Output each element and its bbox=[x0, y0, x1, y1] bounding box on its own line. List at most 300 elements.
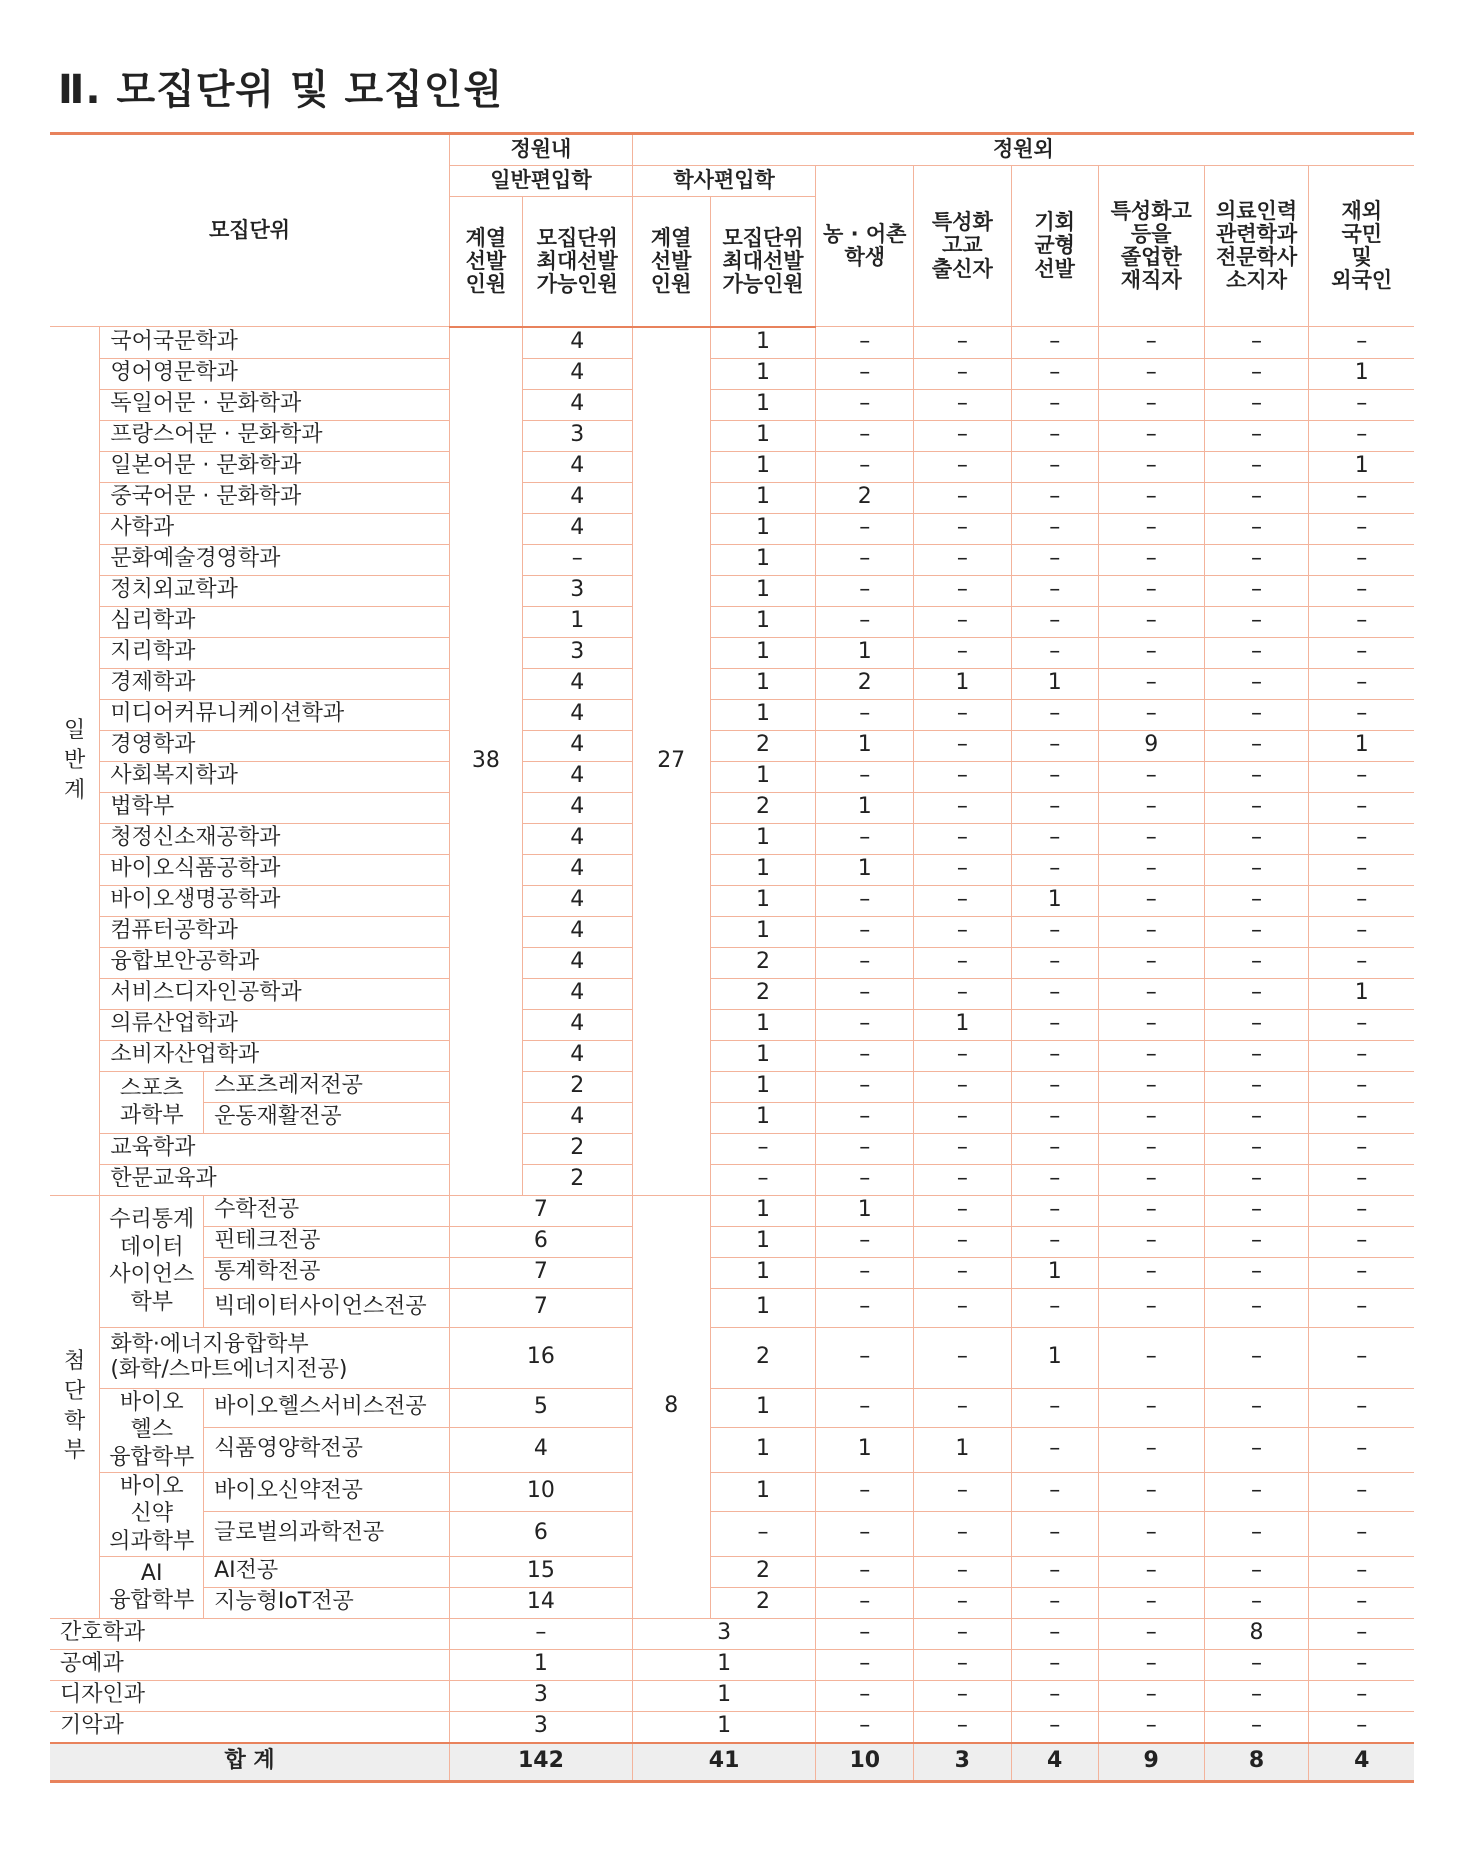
category-cell: – bbox=[914, 358, 1012, 389]
general-quota-cell: 5 bbox=[450, 1388, 633, 1427]
table-row bbox=[50, 606, 1414, 637]
category-cell: – bbox=[1204, 451, 1309, 482]
category-cell: – bbox=[1204, 978, 1309, 1009]
category-cell: – bbox=[1204, 327, 1309, 359]
table-row bbox=[50, 1288, 1414, 1327]
category-cell: – bbox=[1098, 1680, 1204, 1711]
table-row bbox=[50, 1587, 1414, 1618]
total-general: 142 bbox=[450, 1743, 633, 1782]
category-cell: 4 bbox=[1309, 1743, 1414, 1782]
category-cell: – bbox=[1098, 699, 1204, 730]
category-cell: – bbox=[1098, 327, 1204, 359]
category-cell: – bbox=[816, 1649, 914, 1680]
header-bachelor-transfer: 학사편입학 bbox=[632, 166, 816, 197]
department-name: 서비스디자인공학과 bbox=[100, 978, 450, 1009]
category-cell: – bbox=[1011, 1427, 1098, 1472]
category-cell: 1 bbox=[1309, 978, 1414, 1009]
major-name: 운동재활전공 bbox=[204, 1102, 450, 1133]
category-cell: 9 bbox=[1098, 730, 1204, 761]
category-cell: – bbox=[1309, 1680, 1414, 1711]
table-row bbox=[50, 1649, 1414, 1680]
bachelor-max-cell: 2 bbox=[710, 1327, 816, 1388]
category-cell: – bbox=[1204, 1427, 1309, 1472]
bachelor-max-cell: 1 bbox=[710, 854, 816, 885]
bachelor-max-cell: 1 bbox=[710, 575, 816, 606]
general-max-cell: 4 bbox=[522, 513, 632, 544]
category-cell: 1 bbox=[1011, 1327, 1098, 1388]
category-cell: – bbox=[1098, 358, 1204, 389]
category-cell: – bbox=[816, 1009, 914, 1040]
category-cell: – bbox=[1204, 1680, 1309, 1711]
category-cell: – bbox=[1309, 668, 1414, 699]
category-cell: – bbox=[914, 1618, 1012, 1649]
category-cell: – bbox=[1204, 1388, 1309, 1427]
category-cell: 1 bbox=[1309, 730, 1414, 761]
category-cell: 2 bbox=[816, 482, 914, 513]
category-cell: – bbox=[1204, 1472, 1309, 1511]
category-cell: – bbox=[1309, 1388, 1414, 1427]
general-max-cell: 4 bbox=[522, 916, 632, 947]
category-cell: – bbox=[1011, 1071, 1098, 1102]
category-cell: – bbox=[1309, 575, 1414, 606]
category-cell: – bbox=[1098, 947, 1204, 978]
header-outer: 정원외 bbox=[632, 134, 1414, 166]
category-cell: 1 bbox=[816, 1195, 914, 1226]
category-cell: – bbox=[1204, 513, 1309, 544]
general-quota-cell: 7 bbox=[450, 1257, 633, 1288]
category-cell: – bbox=[1098, 1071, 1204, 1102]
department-name: 문화예술경영학과 bbox=[100, 544, 450, 575]
general-quota-cell: 15 bbox=[450, 1556, 633, 1587]
group-name: AI 융합학부 bbox=[100, 1556, 204, 1618]
total-bachelor: 41 bbox=[632, 1743, 816, 1782]
bachelor-max-cell: 1 bbox=[710, 885, 816, 916]
table-row bbox=[50, 1427, 1414, 1472]
category-cell: – bbox=[1098, 544, 1204, 575]
category-cell: – bbox=[1204, 730, 1309, 761]
header-general-transfer: 일반편입학 bbox=[450, 166, 633, 197]
department-name: 법학부 bbox=[100, 792, 450, 823]
category-cell: – bbox=[1309, 854, 1414, 885]
category-cell: – bbox=[914, 451, 1012, 482]
table-row bbox=[50, 1071, 1414, 1102]
category-cell: – bbox=[1309, 1472, 1414, 1511]
major-name: 빅데이터사이언스전공 bbox=[204, 1288, 450, 1327]
page-title: Ⅱ. 모집단위 및 모집인원 bbox=[58, 67, 504, 113]
table-row bbox=[50, 1511, 1414, 1556]
category-cell: – bbox=[1309, 637, 1414, 668]
general-max-cell: 4 bbox=[522, 389, 632, 420]
major-name: 바이오헬스서비스전공 bbox=[204, 1388, 450, 1427]
table-row bbox=[50, 1257, 1414, 1288]
category-cell: – bbox=[1204, 699, 1309, 730]
general-max-cell: 4 bbox=[522, 978, 632, 1009]
major-name: 글로벌의과학전공 bbox=[204, 1511, 450, 1556]
category-cell: – bbox=[1204, 885, 1309, 916]
category-cell: 1 bbox=[1309, 451, 1414, 482]
category-cell: – bbox=[816, 1226, 914, 1257]
bachelor-max-cell: 1 bbox=[710, 823, 816, 854]
department-name: 경영학과 bbox=[100, 730, 450, 761]
header-inner: 정원내 bbox=[450, 134, 633, 166]
category-cell: – bbox=[914, 1711, 1012, 1743]
category-cell: – bbox=[1309, 1009, 1414, 1040]
general-max-cell: 4 bbox=[522, 761, 632, 792]
category-cell: – bbox=[1011, 1133, 1098, 1164]
table-row bbox=[50, 1327, 1414, 1388]
category-cell: – bbox=[1098, 1556, 1204, 1587]
table-row bbox=[50, 1040, 1414, 1071]
department-name: 교육학과 bbox=[100, 1133, 450, 1164]
category-cell: – bbox=[1309, 606, 1414, 637]
category-cell: – bbox=[1011, 1472, 1098, 1511]
bachelor-max-cell: 2 bbox=[710, 947, 816, 978]
category-cell: – bbox=[1309, 947, 1414, 978]
bachelor-max-cell: 1 bbox=[710, 389, 816, 420]
major-name: 핀테크전공 bbox=[204, 1226, 450, 1257]
category-cell: – bbox=[1098, 575, 1204, 606]
category-cell: – bbox=[816, 389, 914, 420]
group-name: 수리통계 데이터 사이언스 학부 bbox=[100, 1195, 204, 1327]
table-row bbox=[50, 1472, 1414, 1511]
category-cell: 8 bbox=[1204, 1618, 1309, 1649]
table-row bbox=[50, 1618, 1414, 1649]
category-cell: – bbox=[1204, 1009, 1309, 1040]
category-cell: – bbox=[1204, 1327, 1309, 1388]
category-cell: – bbox=[1309, 1556, 1414, 1587]
category-cell: – bbox=[914, 730, 1012, 761]
general-series-quota: 38 bbox=[450, 327, 523, 1196]
bachelor-max-cell: 1 bbox=[710, 327, 816, 359]
category-cell: – bbox=[1098, 1040, 1204, 1071]
bachelor-quota-cell: 3 bbox=[632, 1618, 816, 1649]
category-cell: – bbox=[914, 1511, 1012, 1556]
category-cell: – bbox=[1098, 792, 1204, 823]
category-cell: – bbox=[816, 1618, 914, 1649]
category-cell: – bbox=[1011, 544, 1098, 575]
bachelor-max-cell: 1 bbox=[710, 916, 816, 947]
category-cell: – bbox=[1011, 699, 1098, 730]
category-cell: – bbox=[1204, 1071, 1309, 1102]
category-cell: – bbox=[1204, 1133, 1309, 1164]
category-cell: – bbox=[914, 854, 1012, 885]
department-name: 일본어문 · 문화학과 bbox=[100, 451, 450, 482]
bachelor-max-cell: 1 bbox=[710, 420, 816, 451]
category-cell: – bbox=[914, 916, 1012, 947]
major-name: AI전공 bbox=[204, 1556, 450, 1587]
category-cell: – bbox=[1011, 1511, 1098, 1556]
bachelor-max-cell: 2 bbox=[710, 730, 816, 761]
category-cell: – bbox=[816, 544, 914, 575]
category-cell: – bbox=[1204, 854, 1309, 885]
category-cell: – bbox=[1098, 1587, 1204, 1618]
bachelor-max-cell: – bbox=[710, 1511, 816, 1556]
table-row bbox=[50, 699, 1414, 730]
category-cell: – bbox=[1309, 327, 1414, 359]
category-cell: – bbox=[816, 1472, 914, 1511]
category-cell: – bbox=[914, 1587, 1012, 1618]
header-series-quota-bachelor: 계열 선발 인원 bbox=[632, 197, 710, 327]
bachelor-series-quota: 8 bbox=[632, 1195, 710, 1618]
category-cell: – bbox=[1309, 1511, 1414, 1556]
category-cell: – bbox=[816, 1680, 914, 1711]
department-name: 정치외교학과 bbox=[100, 575, 450, 606]
bachelor-max-cell: 1 bbox=[710, 1427, 816, 1472]
category-cell: – bbox=[1309, 1649, 1414, 1680]
bachelor-max-cell: 1 bbox=[710, 451, 816, 482]
department-name: 심리학과 bbox=[100, 606, 450, 637]
category-cell: – bbox=[1309, 1195, 1414, 1226]
category-cell: – bbox=[1011, 575, 1098, 606]
category-cell: – bbox=[1098, 885, 1204, 916]
table-row bbox=[50, 513, 1414, 544]
department-name: 사학과 bbox=[100, 513, 450, 544]
total-label: 합 계 bbox=[50, 1743, 450, 1782]
track-label-general: 일 반 계 bbox=[50, 327, 100, 1196]
bachelor-max-cell: 2 bbox=[710, 792, 816, 823]
category-cell: – bbox=[1011, 513, 1098, 544]
category-cell: – bbox=[1309, 482, 1414, 513]
category-cell: – bbox=[1204, 1195, 1309, 1226]
admission-quota-table bbox=[50, 132, 1414, 1783]
department-name: 한문교육과 bbox=[100, 1164, 450, 1195]
bachelor-series-quota: 27 bbox=[632, 327, 710, 1196]
major-name: 바이오신약전공 bbox=[204, 1472, 450, 1511]
major-name: 식품영양학전공 bbox=[204, 1427, 450, 1472]
category-cell: 1 bbox=[816, 854, 914, 885]
table-row bbox=[50, 792, 1414, 823]
bachelor-max-cell: 1 bbox=[710, 1472, 816, 1511]
table-row bbox=[50, 668, 1414, 699]
category-cell: – bbox=[1204, 1164, 1309, 1195]
department-name: 바이오생명공학과 bbox=[100, 885, 450, 916]
general-max-cell: 3 bbox=[522, 420, 632, 451]
category-cell: – bbox=[914, 327, 1012, 359]
category-cell: – bbox=[1204, 389, 1309, 420]
table-row bbox=[50, 1556, 1414, 1587]
category-cell: 1 bbox=[1011, 668, 1098, 699]
table-row bbox=[50, 1102, 1414, 1133]
category-cell: – bbox=[1011, 482, 1098, 513]
bachelor-max-cell: 1 bbox=[710, 1040, 816, 1071]
table-row bbox=[50, 420, 1414, 451]
category-cell: – bbox=[1204, 668, 1309, 699]
group-sports: 스포츠 과학부 bbox=[100, 1071, 204, 1133]
category-cell: – bbox=[1098, 978, 1204, 1009]
table-row bbox=[50, 451, 1414, 482]
table-row bbox=[50, 1226, 1414, 1257]
category-cell: – bbox=[1098, 451, 1204, 482]
major-name: 지능형IoT전공 bbox=[204, 1587, 450, 1618]
category-cell: – bbox=[1011, 978, 1098, 1009]
category-cell: – bbox=[1309, 1711, 1414, 1743]
bachelor-max-cell: – bbox=[710, 1164, 816, 1195]
general-max-cell: 4 bbox=[522, 358, 632, 389]
category-cell: – bbox=[1204, 1649, 1309, 1680]
department-name: 경제학과 bbox=[100, 668, 450, 699]
category-cell: – bbox=[914, 1102, 1012, 1133]
category-cell: – bbox=[1098, 389, 1204, 420]
category-cell: 10 bbox=[816, 1743, 914, 1782]
category-cell: – bbox=[1011, 730, 1098, 761]
category-cell: – bbox=[1204, 792, 1309, 823]
department-name: 간호학과 bbox=[50, 1618, 450, 1649]
general-max-cell: 2 bbox=[522, 1071, 632, 1102]
bachelor-max-cell: 1 bbox=[710, 668, 816, 699]
bachelor-max-cell: 1 bbox=[710, 637, 816, 668]
category-cell: – bbox=[1011, 451, 1098, 482]
category-cell: – bbox=[914, 1288, 1012, 1327]
department-name: 융합보안공학과 bbox=[100, 947, 450, 978]
category-cell: – bbox=[1011, 420, 1098, 451]
category-cell: – bbox=[816, 1133, 914, 1164]
category-cell: – bbox=[816, 1257, 914, 1288]
category-cell: 1 bbox=[816, 1427, 914, 1472]
category-cell: – bbox=[1098, 1195, 1204, 1226]
category-cell: – bbox=[914, 513, 1012, 544]
category-cell: – bbox=[816, 1327, 914, 1388]
category-cell: – bbox=[914, 1472, 1012, 1511]
category-cell: – bbox=[1098, 513, 1204, 544]
department-name: 지리학과 bbox=[100, 637, 450, 668]
category-cell: – bbox=[1011, 1102, 1098, 1133]
department-name: 프랑스어문 · 문화학과 bbox=[100, 420, 450, 451]
bachelor-max-cell: 1 bbox=[710, 1071, 816, 1102]
bachelor-quota-cell: 1 bbox=[632, 1711, 816, 1743]
general-quota-cell: 3 bbox=[450, 1680, 633, 1711]
bachelor-max-cell: 1 bbox=[710, 1257, 816, 1288]
category-cell: – bbox=[1204, 1040, 1309, 1071]
bachelor-max-cell: 1 bbox=[710, 699, 816, 730]
general-quota-cell: 16 bbox=[450, 1327, 633, 1388]
category-cell: – bbox=[1011, 1388, 1098, 1427]
category-cell: 1 bbox=[914, 668, 1012, 699]
category-cell: 1 bbox=[914, 1427, 1012, 1472]
table-row bbox=[50, 854, 1414, 885]
table-row bbox=[50, 1133, 1414, 1164]
category-cell: – bbox=[1098, 637, 1204, 668]
track-label-advanced: 첨 단 학 부 bbox=[50, 1195, 100, 1618]
category-cell: – bbox=[1309, 1071, 1414, 1102]
category-cell: – bbox=[816, 823, 914, 854]
category-cell: – bbox=[1204, 1102, 1309, 1133]
category-cell: 8 bbox=[1204, 1743, 1309, 1782]
category-cell: – bbox=[816, 885, 914, 916]
bachelor-max-cell: 2 bbox=[710, 1556, 816, 1587]
general-max-cell: 4 bbox=[522, 730, 632, 761]
category-cell: – bbox=[1011, 1009, 1098, 1040]
bachelor-quota-cell: 1 bbox=[632, 1649, 816, 1680]
category-cell: – bbox=[1098, 1472, 1204, 1511]
bachelor-max-cell: 1 bbox=[710, 1226, 816, 1257]
header-max-bachelor: 모집단위 최대선발 가능인원 bbox=[710, 197, 816, 327]
category-cell: – bbox=[914, 1680, 1012, 1711]
category-cell: – bbox=[914, 1164, 1012, 1195]
header-worker: 특성화고 등을 졸업한 재직자 bbox=[1098, 166, 1204, 327]
general-max-cell: 4 bbox=[522, 1102, 632, 1133]
header-medical: 의료인력 관련학과 전문학사 소지자 bbox=[1204, 166, 1309, 327]
category-cell: – bbox=[816, 1164, 914, 1195]
bachelor-max-cell: 1 bbox=[710, 544, 816, 575]
department-name: 미디어커뮤니케이션학과 bbox=[100, 699, 450, 730]
header-rural: 농 · 어촌 학생 bbox=[816, 166, 914, 327]
category-cell: – bbox=[914, 1226, 1012, 1257]
department-name: 중국어문 · 문화학과 bbox=[100, 482, 450, 513]
category-cell: – bbox=[1011, 1226, 1098, 1257]
category-cell: – bbox=[1204, 947, 1309, 978]
category-cell: – bbox=[914, 947, 1012, 978]
category-cell: – bbox=[1204, 1711, 1309, 1743]
category-cell: – bbox=[1098, 1102, 1204, 1133]
category-cell: – bbox=[1098, 668, 1204, 699]
major-name: 스포츠레저전공 bbox=[204, 1071, 450, 1102]
category-cell: – bbox=[914, 482, 1012, 513]
department-name: 기악과 bbox=[50, 1711, 450, 1743]
category-cell: – bbox=[1309, 1164, 1414, 1195]
category-cell: – bbox=[1011, 1040, 1098, 1071]
category-cell: – bbox=[1011, 1649, 1098, 1680]
general-max-cell: 4 bbox=[522, 854, 632, 885]
category-cell: – bbox=[914, 1195, 1012, 1226]
table-row bbox=[50, 389, 1414, 420]
category-cell: – bbox=[1098, 1388, 1204, 1427]
category-cell: – bbox=[914, 1388, 1012, 1427]
category-cell: – bbox=[1204, 544, 1309, 575]
department-name: 국어국문학과 bbox=[100, 327, 450, 359]
category-cell: 2 bbox=[816, 668, 914, 699]
table-row bbox=[50, 544, 1414, 575]
category-cell: – bbox=[816, 606, 914, 637]
bachelor-max-cell: 1 bbox=[710, 761, 816, 792]
category-cell: – bbox=[816, 1040, 914, 1071]
department-name: 영어영문학과 bbox=[100, 358, 450, 389]
general-max-cell: – bbox=[522, 544, 632, 575]
category-cell: – bbox=[1011, 1195, 1098, 1226]
table-row bbox=[50, 1711, 1414, 1743]
category-cell: – bbox=[914, 1071, 1012, 1102]
category-cell: – bbox=[1204, 420, 1309, 451]
general-max-cell: 2 bbox=[522, 1133, 632, 1164]
category-cell: – bbox=[816, 451, 914, 482]
bachelor-max-cell: – bbox=[710, 1133, 816, 1164]
category-cell: 1 bbox=[1011, 885, 1098, 916]
category-cell: – bbox=[1204, 358, 1309, 389]
category-cell: – bbox=[1309, 916, 1414, 947]
category-cell: – bbox=[1098, 1427, 1204, 1472]
category-cell: – bbox=[1011, 358, 1098, 389]
category-cell: – bbox=[1309, 761, 1414, 792]
general-quota-cell: 14 bbox=[450, 1587, 633, 1618]
category-cell: – bbox=[816, 947, 914, 978]
group-name: 바이오 신약 의과학부 bbox=[100, 1472, 204, 1556]
bachelor-max-cell: 2 bbox=[710, 1587, 816, 1618]
category-cell: – bbox=[1309, 513, 1414, 544]
general-max-cell: 4 bbox=[522, 327, 632, 359]
header-max-general: 모집단위 최대선발 가능인원 bbox=[522, 197, 632, 327]
category-cell: – bbox=[816, 575, 914, 606]
category-cell: – bbox=[914, 1327, 1012, 1388]
category-cell: – bbox=[1309, 1427, 1414, 1472]
category-cell: – bbox=[914, 544, 1012, 575]
general-quota-cell: – bbox=[450, 1618, 633, 1649]
category-cell: – bbox=[1309, 389, 1414, 420]
category-cell: – bbox=[816, 1587, 914, 1618]
category-cell: – bbox=[914, 606, 1012, 637]
general-max-cell: 1 bbox=[522, 606, 632, 637]
header-opportunity: 기회 균형 선발 bbox=[1011, 166, 1098, 327]
category-cell: – bbox=[1011, 606, 1098, 637]
category-cell: – bbox=[816, 978, 914, 1009]
